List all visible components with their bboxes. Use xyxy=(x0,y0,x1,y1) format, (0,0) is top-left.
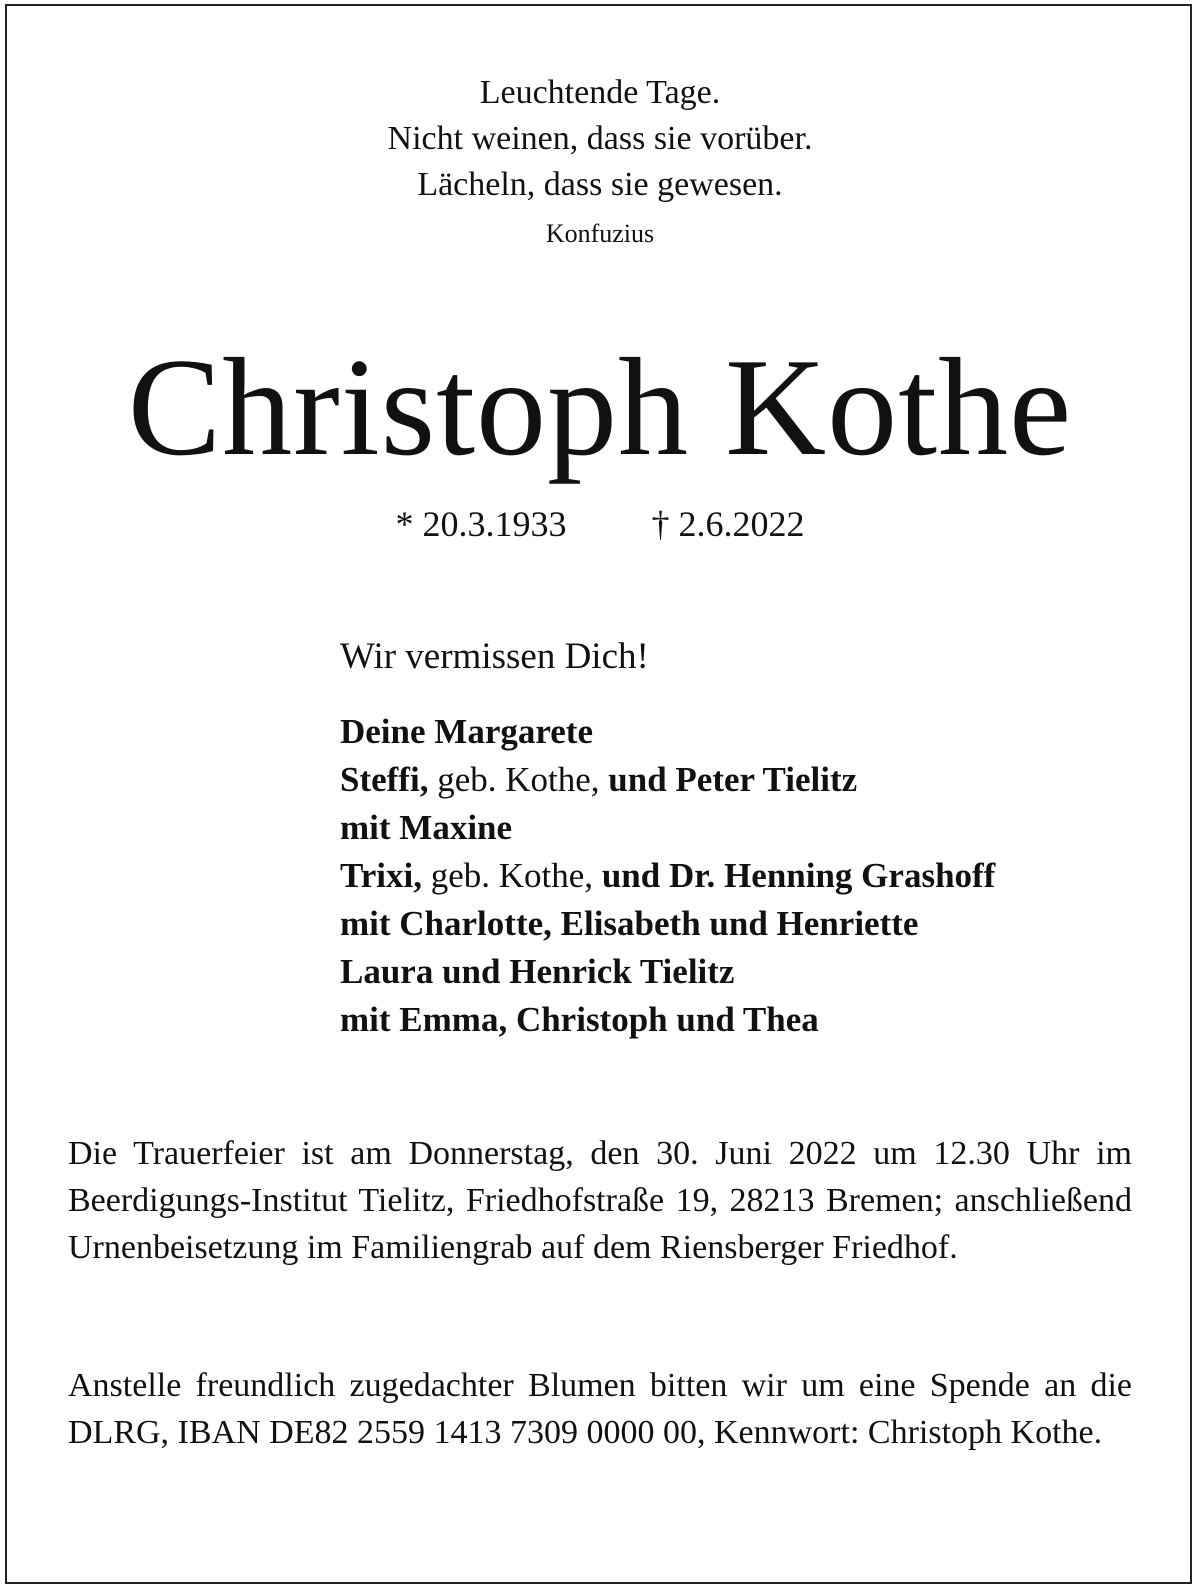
mourner-name: mit Emma, Christoph und Thea xyxy=(340,1000,819,1039)
birth-date: * 20.3.1933 xyxy=(395,504,567,544)
deceased-name: Christoph Kothe xyxy=(127,330,1073,485)
mourner-name: Deine Margarete xyxy=(340,712,593,751)
maiden-name-note: geb. Kothe, xyxy=(428,760,609,799)
mourner-line xyxy=(340,996,1160,1044)
mourners-block xyxy=(340,632,1160,1044)
mourner-line xyxy=(340,900,1160,948)
mourner-line xyxy=(340,708,1160,756)
donation-request: Anstelle freundlich zugedachter Blumen bitten wir um eine Spende an die DLRG, IBAN DE82 2559 1413 7309 0000 00, Kennwort: Christoph Kothe. xyxy=(68,1367,1132,1451)
quote-line: Lächeln, dass sie gewesen. xyxy=(417,166,783,203)
mourner-name: und Peter Tielitz xyxy=(608,760,858,799)
death-date: † 2.6.2022 xyxy=(651,504,805,544)
mourner-line xyxy=(340,948,1160,996)
quote-line: Leuchtende Tage. xyxy=(479,74,721,111)
maiden-name-note: geb. Kothe, xyxy=(421,856,602,895)
life-dates xyxy=(0,500,1200,548)
mourner-line xyxy=(340,756,1160,804)
mourner-name: mit Charlotte, Elisabeth und Henriette xyxy=(340,904,919,943)
quote-block xyxy=(0,70,1200,252)
ceremony-details: Die Trauerfeier ist am Donnerstag, den 30. Juni 2022 um 12.30 Uhr im Beerdigungs-Institut Tielitz, Friedhofstraße 19, 28213 Bremen; anschließend Urnenbeisetzung im Familiengrab auf dem Riensberger Friedhof. xyxy=(68,1135,1132,1266)
mourner-line xyxy=(340,852,1160,900)
mourner-name: Steffi, xyxy=(340,760,429,799)
quote-line: Nicht weinen, dass sie vorüber. xyxy=(387,120,813,157)
mourner-name: Trixi, xyxy=(340,856,422,895)
quote-author: Konfuzius xyxy=(545,219,655,248)
mourner-line xyxy=(340,804,1160,852)
farewell-line: Wir vermissen Dich! xyxy=(340,636,649,677)
mourner-name: mit Maxine xyxy=(340,808,513,847)
mourner-name: Laura und Henrick Tielitz xyxy=(340,952,735,991)
mourner-name: und Dr. Henning Grashoff xyxy=(601,856,996,895)
